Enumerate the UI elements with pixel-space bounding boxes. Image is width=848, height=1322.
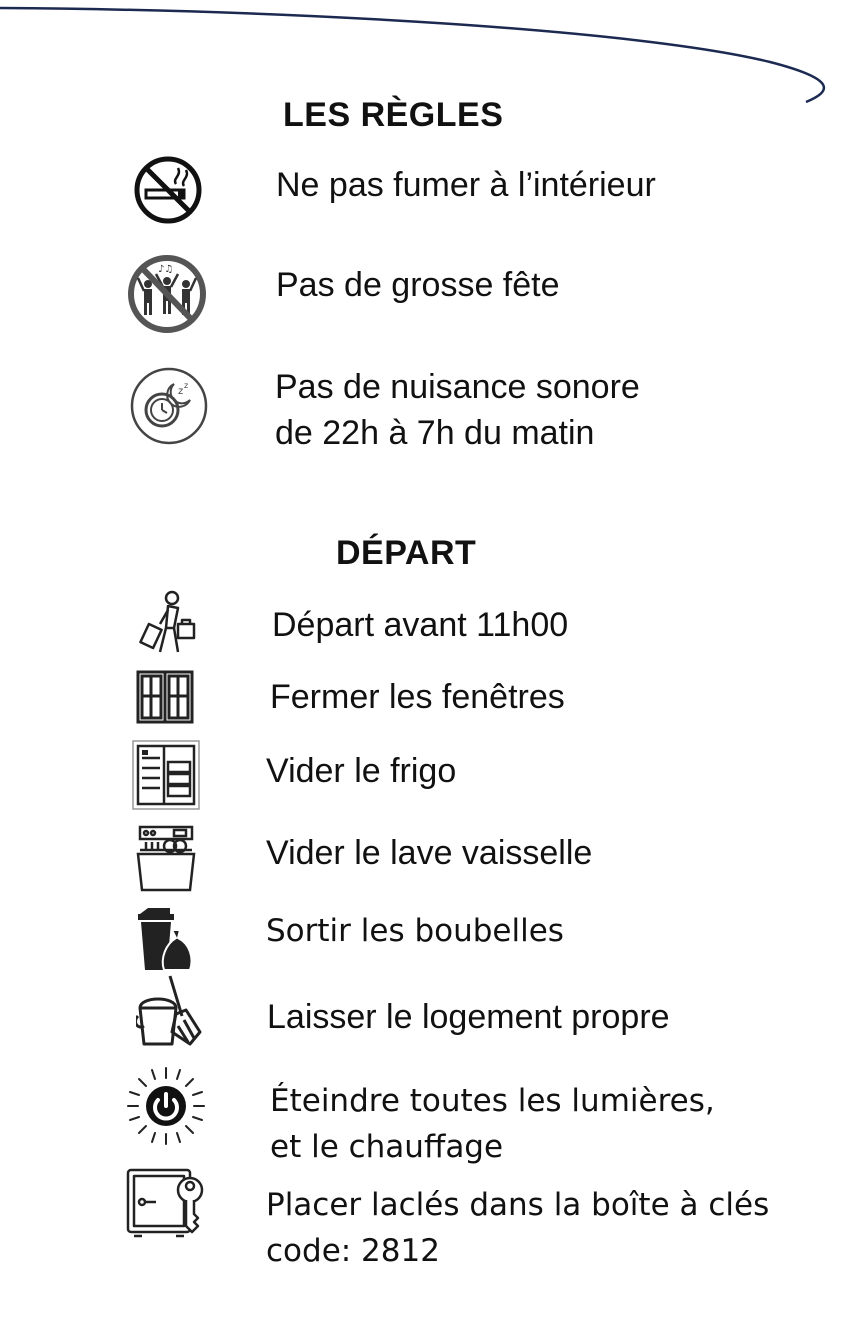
rule-close-windows: Fermer les fenêtres bbox=[270, 678, 565, 716]
svg-text:♪♫: ♪♫ bbox=[158, 264, 174, 275]
rule-quiet-hours: Pas de nuisance sonore de 22h à 7h du matin bbox=[275, 368, 640, 452]
svg-text:z: z bbox=[184, 381, 189, 390]
quiet-night-clock-icon bbox=[128, 366, 210, 446]
rule-no-smoking: Ne pas fumer à l’intérieur bbox=[276, 166, 656, 204]
rules-heading: LES RÈGLES bbox=[283, 96, 504, 134]
no-smoking-icon bbox=[132, 154, 204, 226]
dishwasher-icon bbox=[136, 824, 196, 892]
departure-heading: DÉPART bbox=[336, 534, 477, 572]
rule-empty-fridge: Vider le frigo bbox=[266, 752, 457, 790]
no-party-icon bbox=[126, 254, 208, 334]
key-safe-icon bbox=[126, 1166, 210, 1242]
cleaning-bucket-icon bbox=[136, 974, 204, 1050]
rule-take-out-trash: Sortir les boubelles bbox=[266, 913, 564, 949]
fridge-icon bbox=[132, 740, 200, 810]
svg-text:z: z bbox=[178, 386, 184, 397]
window-icon bbox=[136, 670, 194, 724]
rule-empty-dishwasher: Vider le lave vaisselle bbox=[266, 834, 593, 872]
rule-departure-time: Départ avant 11h00 bbox=[272, 606, 569, 644]
rule-leave-clean: Laisser le logement propre bbox=[267, 998, 670, 1036]
power-button-icon bbox=[124, 1064, 208, 1148]
trash-bin-icon bbox=[136, 908, 196, 972]
rule-key-box: Placer laclés dans la boîte à clés code: 2812 bbox=[266, 1187, 770, 1269]
rule-no-party: Pas de grosse fête bbox=[276, 266, 560, 304]
traveler-luggage-icon bbox=[138, 588, 198, 658]
rule-turn-off-lights: Éteindre toutes les lumières, et le chauffage bbox=[270, 1083, 715, 1165]
